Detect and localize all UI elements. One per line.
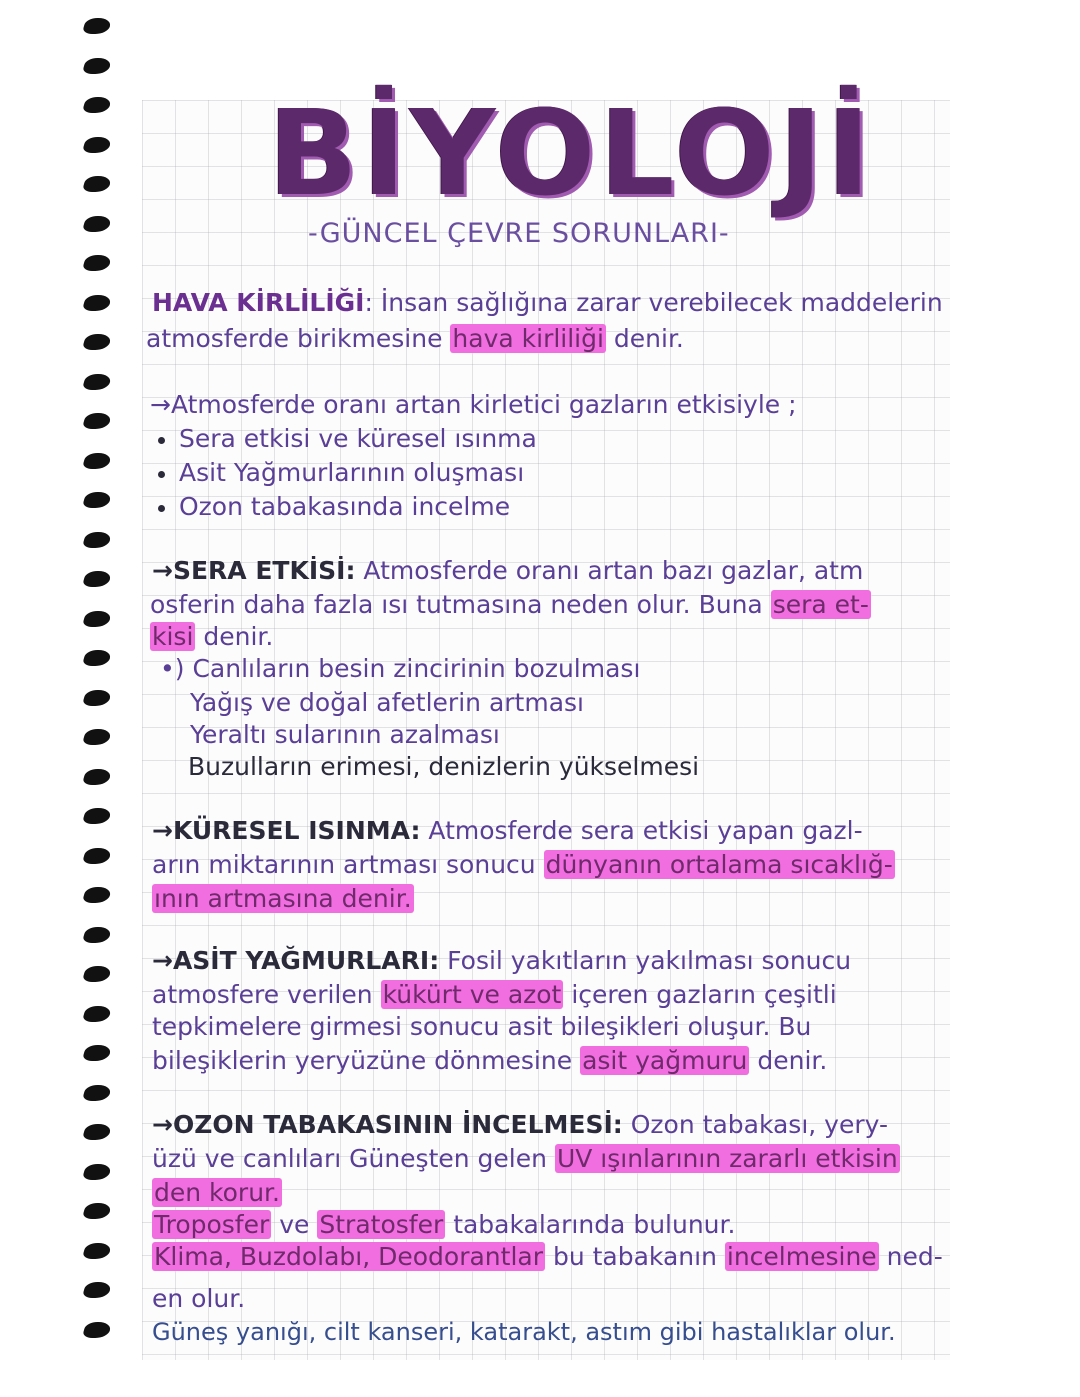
air-pollution-line-2 bbox=[146, 324, 684, 353]
acid-rain-def-3: içeren gazların çeşitli bbox=[571, 980, 837, 1009]
air-pollution-def-1: : İnsan sağlığına zarar verebilecek maddelerin bbox=[364, 288, 943, 317]
effects-intro: →Atmosferde oranı artan kirletici gazların etkisiyle ; bbox=[150, 390, 797, 419]
ozone-highlight-causes: Klima, Buzdolabı, Deodorantlar bbox=[154, 1242, 543, 1271]
greenhouse-def-1: Atmosferde oranı artan bazı gazlar, atm bbox=[363, 556, 864, 585]
ozone-line-2 bbox=[152, 1144, 900, 1173]
air-pollution-term: HAVA KİRLİLİĞİ bbox=[152, 288, 365, 317]
ozone-def-1: Ozon tabakası, yery- bbox=[630, 1110, 889, 1139]
global-warming-highlight-2: ının artmasına denir. bbox=[154, 884, 412, 913]
effects-item-2-text: Asit Yağmurlarının oluşması bbox=[179, 458, 525, 487]
ozone-def-6: ned- bbox=[886, 1242, 943, 1271]
spiral-hole bbox=[82, 255, 112, 271]
spiral-hole bbox=[82, 848, 112, 864]
bullet-icon bbox=[158, 505, 165, 512]
effects-item-3 bbox=[158, 492, 510, 521]
spiral-hole bbox=[82, 729, 112, 745]
air-pollution-def-2: atmosferde birikmesine bbox=[146, 324, 443, 353]
acid-rain-highlight-1: kükürt ve azot bbox=[382, 980, 562, 1009]
spiral-hole bbox=[82, 1282, 112, 1298]
ozone-highlight-2: den korur. bbox=[154, 1178, 280, 1207]
ozone-line-5 bbox=[152, 1242, 943, 1271]
greenhouse-result-2: Yağış ve doğal afetlerin artması bbox=[190, 688, 584, 717]
greenhouse-highlight-2: kisi bbox=[152, 622, 194, 651]
acid-rain-highlight-2: asit yağmuru bbox=[582, 1046, 748, 1075]
ozone-highlight-troposfer: Troposfer bbox=[154, 1210, 270, 1239]
ozone-line-1 bbox=[152, 1110, 888, 1139]
spiral-hole bbox=[82, 453, 112, 469]
global-warming-highlight-1: dünyanın ortalama sıcaklığ- bbox=[545, 850, 893, 879]
acid-rain-def-2: atmosfere verilen bbox=[152, 980, 373, 1009]
ozone-highlight-thinning: incelmesine bbox=[726, 1242, 877, 1271]
global-warming-heading: →KÜRESEL ISINMA: bbox=[152, 816, 421, 845]
ozone-line-6: en olur. bbox=[152, 1284, 246, 1313]
acid-rain-line-2 bbox=[152, 980, 837, 1009]
global-warming-def-1: Atmosferde sera etkisi yapan gazl- bbox=[428, 816, 863, 845]
acid-rain-def-4: bileşiklerin yeryüzüne dönmesine bbox=[152, 1046, 573, 1075]
ozone-highlight-1: UV ışınlarının zararlı etkisin bbox=[556, 1144, 898, 1173]
spiral-hole bbox=[82, 58, 112, 74]
spiral-hole bbox=[82, 571, 112, 587]
greenhouse-result-1: •) Canlıların besin zincirinin bozulması bbox=[160, 654, 641, 683]
spiral-hole bbox=[82, 769, 112, 785]
global-warming-def-2: arın miktarının artması sonucu bbox=[152, 850, 536, 879]
spiral-hole bbox=[82, 1045, 112, 1061]
air-pollution-line-1 bbox=[152, 288, 943, 317]
global-warming-line-2 bbox=[152, 850, 895, 879]
acid-rain-heading: →ASİT YAĞMURLARI: bbox=[152, 946, 440, 975]
global-warming-line-3 bbox=[152, 884, 414, 913]
acid-rain-line-3: tepkimelere girmesi sonucu asit bileşikleri oluşur. Bu bbox=[152, 1012, 812, 1041]
air-pollution-highlight: hava kirliliği bbox=[452, 324, 604, 353]
spiral-hole bbox=[82, 690, 112, 706]
ozone-def-4: tabakalarında bulunur. bbox=[453, 1210, 736, 1239]
spiral-hole bbox=[82, 808, 112, 824]
effects-item-1-text: Sera etkisi ve küresel ısınma bbox=[179, 424, 537, 453]
greenhouse-result-3: Yeraltı sularının azalması bbox=[190, 720, 500, 749]
spiral-hole bbox=[82, 18, 112, 34]
spiral-hole bbox=[82, 137, 112, 153]
greenhouse-heading: →SERA ETKİSİ: bbox=[152, 556, 356, 585]
spiral-hole bbox=[82, 1203, 112, 1219]
greenhouse-line-1 bbox=[152, 556, 863, 585]
spiral-hole bbox=[82, 532, 112, 548]
greenhouse-line-2 bbox=[150, 590, 871, 619]
spiral-hole bbox=[82, 334, 112, 350]
air-pollution-def-3: denir. bbox=[613, 324, 684, 353]
spiral-hole bbox=[82, 927, 112, 943]
spiral-hole bbox=[82, 966, 112, 982]
notebook-spiral-binding bbox=[78, 18, 118, 1388]
spiral-hole bbox=[82, 1006, 112, 1022]
ozone-line-4 bbox=[152, 1210, 735, 1239]
effects-item-3-text: Ozon tabakasında incelme bbox=[179, 492, 511, 521]
greenhouse-def-3: denir. bbox=[203, 622, 274, 651]
spiral-hole bbox=[82, 295, 112, 311]
greenhouse-def-2: osferin daha fazla ısı tutmasına neden olur. Buna bbox=[150, 590, 763, 619]
spiral-hole bbox=[82, 650, 112, 666]
acid-rain-line-4 bbox=[152, 1046, 827, 1075]
ozone-highlight-stratosfer: Stratosfer bbox=[319, 1210, 444, 1239]
spiral-hole bbox=[82, 374, 112, 390]
acid-rain-line-1 bbox=[152, 946, 851, 975]
effects-item-2 bbox=[158, 458, 524, 487]
spiral-hole bbox=[82, 887, 112, 903]
spiral-hole bbox=[82, 1164, 112, 1180]
greenhouse-line-3 bbox=[150, 622, 273, 651]
spiral-hole bbox=[82, 492, 112, 508]
spiral-hole bbox=[82, 176, 112, 192]
effects-item-1 bbox=[158, 424, 537, 453]
spiral-hole bbox=[82, 611, 112, 627]
spiral-hole bbox=[82, 216, 112, 232]
page-subtitle: -GÜNCEL ÇEVRE SORUNLARI- bbox=[308, 218, 730, 249]
spiral-hole bbox=[82, 1085, 112, 1101]
spiral-hole bbox=[82, 1243, 112, 1259]
spiral-hole bbox=[82, 413, 112, 429]
global-warming-line-1 bbox=[152, 816, 863, 845]
ozone-def-2: üzü ve canlıları Güneşten gelen bbox=[152, 1144, 547, 1173]
ozone-line-3 bbox=[152, 1178, 282, 1207]
ozone-heading: →OZON TABAKASININ İNCELMESİ: bbox=[152, 1110, 623, 1139]
bullet-icon bbox=[158, 471, 165, 478]
ozone-def-3: ve bbox=[279, 1210, 310, 1239]
greenhouse-highlight-1: sera et- bbox=[772, 590, 869, 619]
bullet-icon bbox=[158, 437, 165, 444]
acid-rain-def-1: Fosil yakıtların yakılması sonucu bbox=[447, 946, 852, 975]
spiral-hole bbox=[82, 1322, 112, 1338]
page-title: BİYOLOJİ bbox=[268, 84, 875, 222]
spiral-hole bbox=[82, 1124, 112, 1140]
acid-rain-def-5: denir. bbox=[757, 1046, 828, 1075]
ozone-def-5: bu tabakanın bbox=[552, 1242, 717, 1271]
spiral-hole bbox=[82, 97, 112, 113]
greenhouse-result-4: Buzulların erimesi, denizlerin yükselmesi bbox=[188, 752, 700, 781]
ozone-line-7: Güneş yanığı, cilt kanseri, katarakt, astım gibi hastalıklar olur. bbox=[152, 1318, 896, 1346]
